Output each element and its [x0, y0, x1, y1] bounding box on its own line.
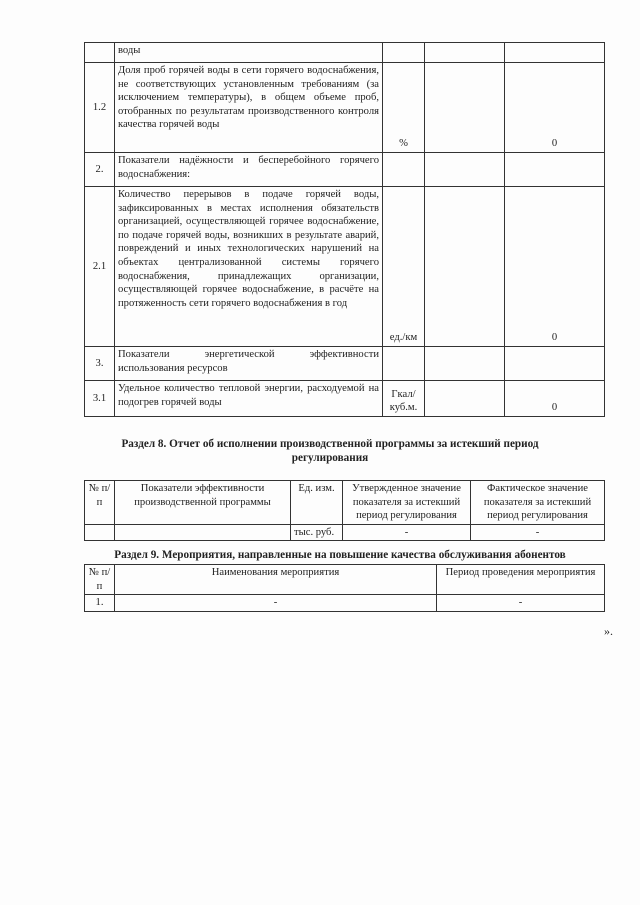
section9-title: Раздел 9. Мероприятия, направленные на повышение качества обслуживания абонентов — [114, 549, 566, 561]
cell-approved: - — [343, 524, 471, 541]
cell-unit: Гкал/ куб.м. — [383, 381, 425, 417]
cell-plan — [425, 187, 505, 347]
col-header-num: № п/п — [85, 565, 115, 595]
cell-num: 3. — [85, 347, 115, 381]
table-row — [85, 595, 605, 612]
section8-table — [84, 480, 605, 541]
cell-fact: 0 — [505, 63, 605, 153]
cell-num — [85, 524, 115, 541]
cell-indicator-name: Удельное количество тепловой энергии, расходуемой на подогрев горячей воды — [115, 381, 383, 417]
table-row — [85, 43, 605, 63]
cell-fact: 0 — [505, 187, 605, 347]
table-row — [85, 187, 605, 347]
cell-num: 1. — [85, 595, 115, 612]
section8-header-row — [85, 481, 605, 525]
cell-num: 3.1 — [85, 381, 115, 417]
col-header-period: Период проведения мероприятия — [437, 565, 605, 595]
cell-num — [85, 43, 115, 63]
section9-table — [84, 564, 605, 612]
table-row — [85, 524, 605, 541]
col-header-num: № п/п — [85, 481, 115, 525]
cell-actual: - — [471, 524, 605, 541]
cell-unit: тыс. руб. — [291, 524, 343, 541]
cell-indicator-name: Показатели надёжности и бесперебойного горячего водоснабжения: — [115, 153, 383, 187]
cell-activity: - — [115, 595, 437, 612]
cell-indicator-name: воды — [115, 43, 383, 63]
cell-unit — [383, 43, 425, 63]
cell-fact — [505, 347, 605, 381]
col-header-indicators: Показатели эффективности производственной программы — [115, 481, 291, 525]
cell-unit — [383, 347, 425, 381]
cell-plan — [425, 43, 505, 63]
cell-indicator-name: Показатели энергетической эффективности использования ресурсов — [115, 347, 383, 381]
cell-num: 1.2 — [85, 63, 115, 153]
cell-plan — [425, 153, 505, 187]
section9-header-row — [85, 565, 605, 595]
cell-fact — [505, 43, 605, 63]
table-row — [85, 347, 605, 381]
cell-period: - — [437, 595, 605, 612]
table-row — [85, 153, 605, 187]
col-header-activity: Наименования мероприятия — [115, 565, 437, 595]
cell-fact: 0 — [505, 381, 605, 417]
table-row — [85, 381, 605, 417]
closing-quote: ». — [604, 624, 613, 638]
cell-plan — [425, 381, 505, 417]
cell-num: 2.1 — [85, 187, 115, 347]
col-header-actual: Фактическое значение показателя за истекший период регулирования — [471, 481, 605, 525]
cell-name — [115, 524, 291, 541]
cell-plan — [425, 347, 505, 381]
section8-title: Раздел 8. Отчет об исполнении производственной программы за истекший период регулирования — [121, 438, 539, 464]
cell-num: 2. — [85, 153, 115, 187]
cell-unit: % — [383, 63, 425, 153]
cell-fact — [505, 153, 605, 187]
cell-indicator-name: Доля проб горячей воды в сети горячего водоснабжения, не соответствующих установленным требованиям (за исключением температуры), в общем объеме проб, отобранных по результатам производственного контроля качества горячей воды — [115, 63, 383, 153]
indicators-table — [84, 42, 605, 417]
table-row — [85, 63, 605, 153]
cell-unit — [383, 153, 425, 187]
cell-unit: ед./км — [383, 187, 425, 347]
col-header-unit: Ед. изм. — [291, 481, 343, 525]
cell-indicator-name: Количество перерывов в подаче горячей воды, зафиксированных в местах исполнения обязательств организацией, осуществляющей горячее водоснабжение, по подаче горячей воды, возникших в результате аварий, повреждений и иных технологических нарушений на объектах централизованной системы горячего водоснабжения, принадлежащих организации, осуществляющей горячее водоснабжение, в расчёте на протяженность сети горячего водоснабжения в год — [115, 187, 383, 347]
col-header-approved: Утвержденное значение показателя за истекший период регулирования — [343, 481, 471, 525]
cell-plan — [425, 63, 505, 153]
